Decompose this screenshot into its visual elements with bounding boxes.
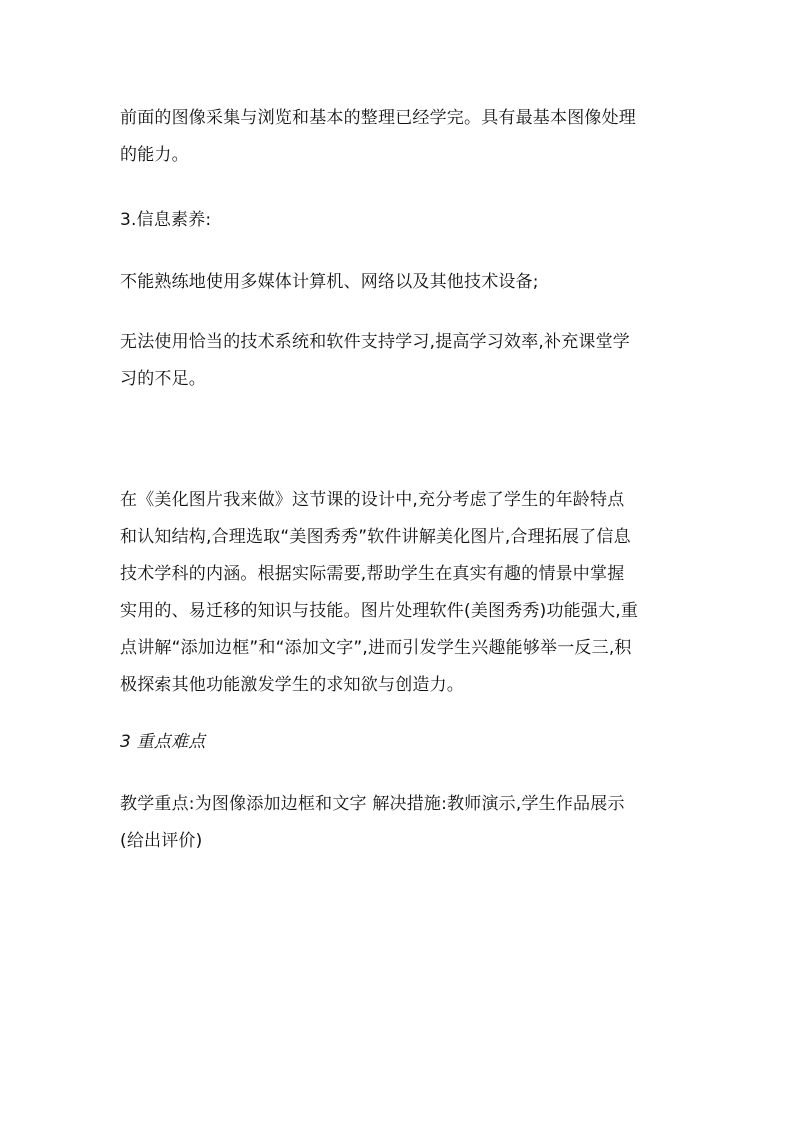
paragraph-line: 教学重点:为图像添加边框和文字 解决措施:教师演示,学生作品展示 <box>120 794 625 814</box>
paragraph-line: 和认知结构,合理选取“美图秀秀”软件讲解美化图片,合理拓展了信息 <box>120 527 631 547</box>
paragraph-teaching-focus <box>120 786 680 860</box>
section-heading-key-points <box>120 724 680 761</box>
paragraph-line: 在《美化图片我来做》这节课的设计中,充分考虑了学生的年龄特点 <box>120 490 625 510</box>
paragraph-line: 无法使用恰当的技术系统和软件支持学习,提高学习效率,补充课堂学 <box>120 332 631 352</box>
paragraph-line: 前面的图像采集与浏览和基本的整理已经学完。具有最基本图像处理 <box>120 108 636 128</box>
paragraph-line: 技术学科的内涵。根据实际需要,帮助学生在真实有趣的情景中掌握 <box>120 564 625 584</box>
heading-line: 3 重点难点 <box>120 732 206 752</box>
paragraph-software-support <box>120 324 680 398</box>
paragraph-line: 习的不足。 <box>120 369 206 389</box>
paragraph-line: 极探索其他功能激发学生的求知欲与创造力。 <box>120 675 464 695</box>
paragraph-line: (给出评价) <box>120 831 203 851</box>
heading-line: 3.信息素养: <box>120 210 212 230</box>
paragraph-tech-skills <box>120 264 680 301</box>
paragraph-lesson-design <box>120 482 680 704</box>
paragraph-line: 实用的、易迁移的知识与技能。图片处理软件(美图秀秀)功能强大,重 <box>120 601 639 621</box>
paragraph-image-processing-ability <box>120 100 680 174</box>
section-heading-info-literacy <box>120 202 680 239</box>
paragraph-line: 的能力。 <box>120 145 189 165</box>
paragraph-line: 点讲解“添加边框”和“添加文字”,进而引发学生兴趣能够举一反三,积 <box>120 638 632 658</box>
paragraph-line: 不能熟练地使用多媒体计算机、网络以及其他技术设备; <box>120 272 539 292</box>
